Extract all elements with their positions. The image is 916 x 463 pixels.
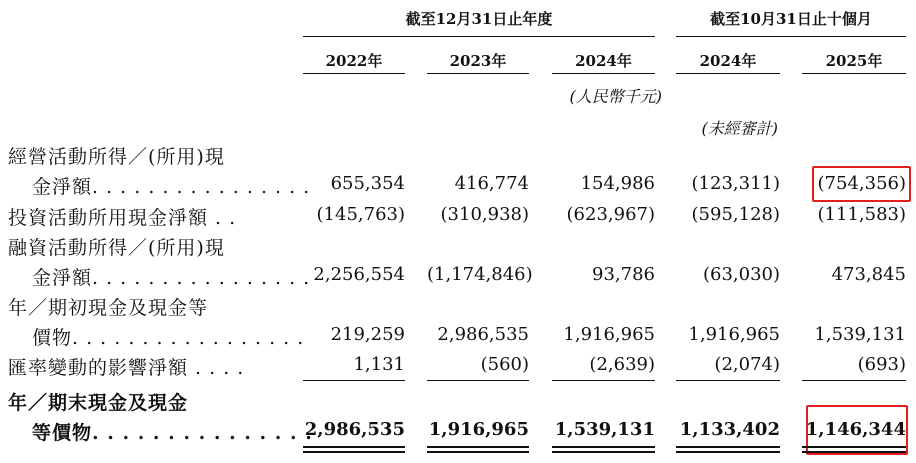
cell-value: (123,311) — [691, 173, 780, 194]
row-label-closing-cash: 年／期末現金及現金 — [8, 392, 189, 414]
cell-value: 93,786 — [592, 264, 655, 285]
year-header-underline — [303, 73, 405, 74]
cell-value-total: 1,539,131 — [554, 419, 655, 440]
row-label-opening-cash-cont: 價物. . . . . . . . . . . . . . . . . — [32, 327, 305, 349]
cell-value: (2,074) — [714, 354, 780, 375]
year-header: 2024年 — [575, 52, 632, 70]
period-header-underline — [303, 36, 655, 37]
cell-value: 1,131 — [353, 354, 405, 375]
cell-value-total: 1,146,344 — [805, 419, 906, 440]
period-header-ten-months: 截至10月31日止十個月 — [710, 10, 872, 28]
subtotal-rule — [802, 380, 906, 381]
year-header: 2023年 — [449, 52, 507, 70]
row-label-financing: 融資活動所得／(所用)現 — [8, 237, 225, 259]
cell-value: (111,583) — [817, 204, 906, 225]
row-label-closing-cash-cont: 等價物. . . . . . . . . . . . . . . — [32, 422, 313, 444]
cell-value: (2,639) — [589, 354, 655, 375]
cell-value: (63,030) — [702, 264, 780, 285]
row-label-investing: 投資活動所用現金淨額 . . — [8, 207, 237, 229]
total-double-rule — [802, 446, 906, 453]
unaudited-note: (未經審計) — [701, 119, 778, 138]
period-header-year: 截至12月31日止年度 — [405, 10, 553, 28]
cell-value-total: 2,986,535 — [304, 419, 405, 440]
year-header-underline — [676, 73, 780, 74]
cell-value: 473,845 — [831, 264, 906, 285]
cell-value: (1,174,846) — [427, 264, 533, 285]
cell-value-total: 1,916,965 — [428, 419, 529, 440]
year-header: 2025年 — [825, 52, 883, 70]
cell-value: (754,356) — [817, 173, 906, 194]
cell-value: 2,256,554 — [313, 264, 405, 285]
cell-value: (693) — [857, 354, 906, 375]
cell-value: 2,986,535 — [437, 324, 529, 345]
subtotal-rule — [303, 380, 405, 381]
subtotal-rule — [427, 380, 529, 381]
unit-note: (人民幣千元) — [569, 87, 662, 106]
subtotal-rule — [552, 380, 655, 381]
cell-value: 154,986 — [580, 173, 655, 194]
cell-value: (145,763) — [316, 204, 405, 225]
subtotal-rule — [676, 380, 780, 381]
cell-value: (623,967) — [566, 204, 655, 225]
cell-value: 1,916,965 — [563, 324, 655, 345]
year-header-underline — [802, 73, 906, 74]
total-double-rule — [303, 446, 405, 453]
cell-value: (595,128) — [691, 204, 780, 225]
row-label-operating-cont: 金淨額. . . . . . . . . . . . . . . . — [32, 176, 311, 198]
cell-value: (310,938) — [440, 204, 529, 225]
row-label-operating: 經營活動所得／(所用)現 — [8, 146, 225, 168]
period-header-underline — [676, 36, 906, 37]
total-double-rule — [427, 446, 529, 453]
cell-value: 416,774 — [454, 173, 529, 194]
cell-value: (560) — [480, 354, 529, 375]
year-header-underline — [427, 73, 529, 74]
cell-value: 1,539,131 — [814, 324, 906, 345]
year-header-underline — [552, 73, 655, 74]
row-label-financing-cont: 金淨額. . . . . . . . . . . . . . . . — [32, 267, 311, 289]
cell-value: 655,354 — [330, 173, 405, 194]
cell-value: 1,916,965 — [688, 324, 780, 345]
highlight-box — [812, 166, 911, 202]
total-double-rule — [552, 446, 655, 453]
cell-value-total: 1,133,402 — [679, 419, 780, 440]
total-double-rule — [676, 446, 780, 453]
cell-value: 219,259 — [330, 324, 405, 345]
year-header: 2022年 — [325, 52, 383, 70]
year-header: 2024年 — [699, 52, 757, 70]
row-label-fx-effect: 匯率變動的影響淨額 . . . . — [8, 357, 245, 379]
row-label-opening-cash: 年／期初現金及現金等 — [8, 297, 209, 319]
